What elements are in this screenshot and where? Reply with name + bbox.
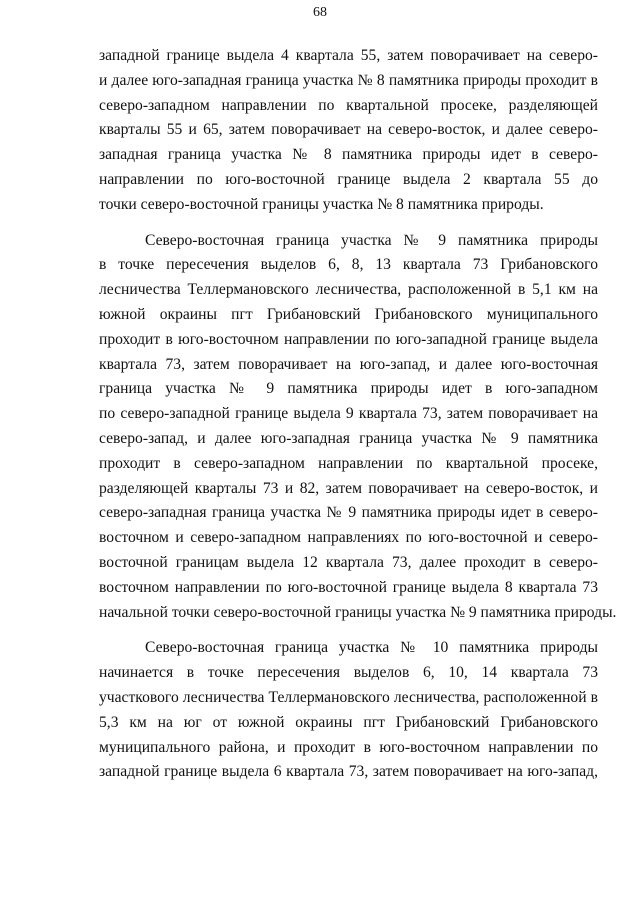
- text-line: и далее юго-западная граница участка № 8 памятника природы проходит в: [99, 71, 598, 89]
- text-line: северо-западном направлении по квартальной просеке, разделяющей: [99, 96, 598, 114]
- text-line: лесничества Теллермановского лесничества, расположенной в 5,1 км на: [99, 281, 598, 299]
- text-line: западной границе выдела 6 квартала 73, затем поворачивает на юго-запад,: [99, 763, 598, 781]
- text-line: проходит в юго-восточном направлении по юго-западной границе выдела: [99, 330, 598, 348]
- text-line: в точке пересечения выделов 6, 8, 13 квартала 73 Грибановского: [99, 256, 598, 274]
- text-line: граница участка № 9 памятника природы идет в юго-западном: [99, 380, 598, 398]
- text-line: восточном и северо-западном направлениях по юго-восточной и северо-: [99, 529, 598, 547]
- paragraph-2: [99, 229, 617, 626]
- text-line: направлении по юго-восточной границе выдела 2 квартала 55 до: [99, 170, 598, 188]
- text-line: муниципального района, и проходит в юго-восточном направлении по: [99, 738, 598, 756]
- text-line: восточной границам выдела 12 квартала 73, далее проходит в северо-: [99, 553, 598, 571]
- text-line: квартала 73, затем поворачивает на юго-запад, и далее юго-восточная: [99, 355, 598, 373]
- text-line: начинается в точке пересечения выделов 6, 10, 14 квартала 73: [99, 664, 598, 682]
- page-number: 68: [313, 5, 327, 20]
- text-line: Северо-восточная граница участка № 10 памятника природы: [145, 639, 598, 657]
- text-line: 5,3 км на юг от южной окраины пгт Грибановский Грибановского: [99, 713, 598, 731]
- text-line: начальной точки северо-восточной границы участка № 9 памятника природы.: [99, 603, 617, 621]
- text-line: западной границе выдела 4 квартала 55, затем поворачивает на северо-: [99, 47, 598, 64]
- paragraph-3: [99, 636, 598, 785]
- text-line: восточном направлении по юго-восточной границе выдела 8 квартала 73: [99, 578, 598, 596]
- document-body: [99, 44, 617, 785]
- text-line: точки северо-восточной границы участка № 8 памятника природы.: [99, 195, 544, 213]
- text-line: по северо-западной границе выдела 9 квартала 73, затем поворачивает на: [99, 405, 598, 423]
- text-line: участкового лесничества Теллермановского лесничества, расположенной в: [99, 688, 598, 706]
- paragraph-1: [99, 44, 598, 218]
- text-line: северо-запад, и далее юго-западная граница участка № 9 памятника: [99, 429, 598, 447]
- text-line: кварталы 55 и 65, затем поворачивает на северо-восток, и далее северо-: [99, 121, 598, 139]
- text-line: северо-западная граница участка № 9 памятника природы идет в северо-: [99, 504, 598, 522]
- text-line: западная граница участка № 8 памятника природы идет в северо-: [99, 146, 598, 164]
- text-line: разделяющей кварталы 73 и 82, затем поворачивает на северо-восток, и: [99, 479, 598, 497]
- text-line: Северо-восточная граница участка № 9 памятника природы: [145, 231, 598, 249]
- text-line: проходит в северо-западном направлении по квартальной просеке,: [99, 454, 598, 472]
- text-line: южной окраины пгт Грибановский Грибановского муниципального: [99, 305, 598, 323]
